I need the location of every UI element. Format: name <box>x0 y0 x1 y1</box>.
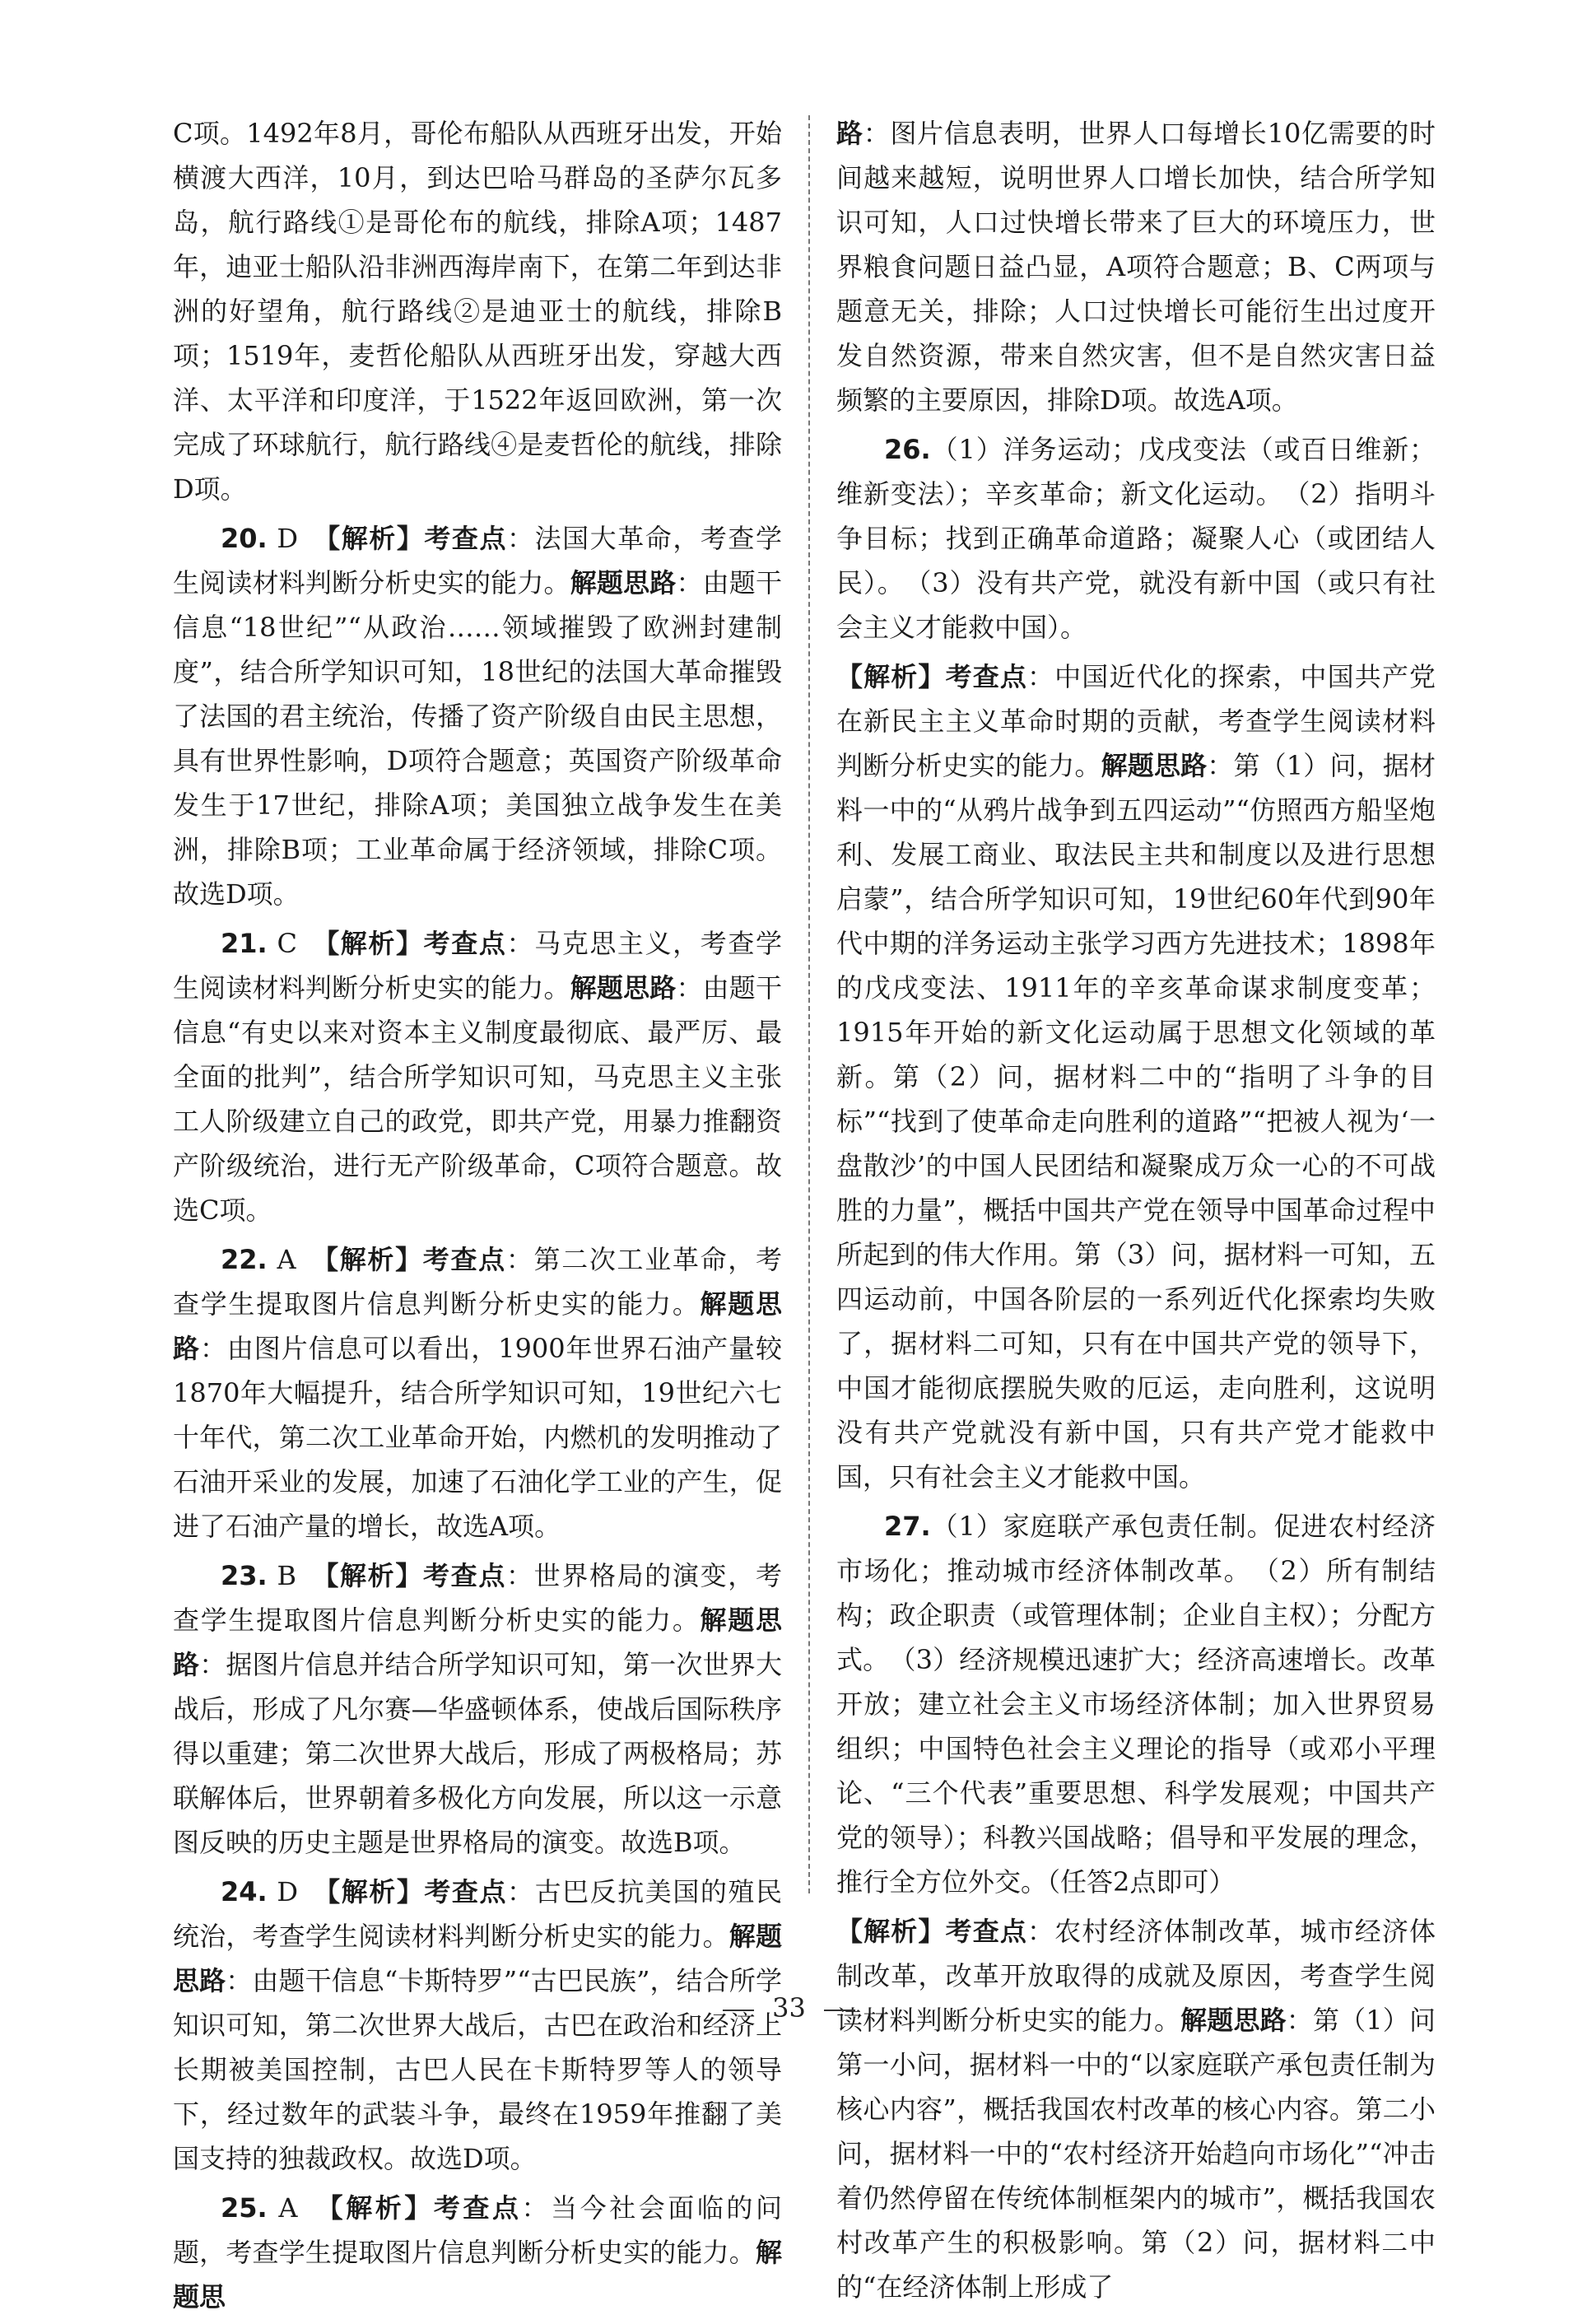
question-number: 22. <box>221 1244 268 1275</box>
footer-dash-right <box>824 2010 855 2011</box>
solution-label-tail: 路 <box>836 118 863 149</box>
exam-point-label: 考查点 <box>945 661 1028 692</box>
solution-text: ：第（1）问，据材料一中的“从鸦片战争到五四运动”“仿照西方船坚炮利、发展工商业、取法民主共和制度以及进行思想启蒙”，结合所学知识可知，19世纪60年代到90年代中期的洋务运动主张学习西方先进技术；1898年的戊戌变法、1911年的辛亥革命谋求制度变革；1915年开始的新文化运动属于思想文化领域的革新。第（2）问，据材料二中的“指明了斗争的目标”“找到了使革命走向胜利的道路”“把被人视为‘一盘散沙’的中国人民团结和凝聚成万众一心的不可战胜的力量”，概括中国共产党在领导中国革命过程中所起到的伟大作用。第（3）问，据材料一可知，五四运动前，中国各阶层的一系列近代化探索均失败了，据材料二可知，只有在中国共产党的领导下，中国才能彻底摆脱失败的厄运，走向胜利，这说明没有共产党就没有新中国，只有共产党才能救中国，只有社会主义才能救中国。 <box>836 750 1436 1493</box>
solution-text: ：图片信息表明，世界人口每增长10亿需要的时间越来越短，说明世界人口增长加快，结合所学知识可知，人口过快增长带来了巨大的环境压力，世界粮食问题日益凸显，A项符合题意；B、C两项与题意无关，排除；人口过快增长可能衍生出过度开发自然资源，带来自然灾害，但不是自然灾害日益频繁的主要原因，排除D项。故选A项。 <box>836 118 1436 416</box>
exam-point-label: 考查点 <box>424 1876 508 1907</box>
answer-23 <box>173 1553 782 1865</box>
answer-letter: C <box>267 928 327 959</box>
answer-20 <box>173 516 782 916</box>
answer-24 <box>173 1870 782 2181</box>
exam-point-label: 考查点 <box>433 2192 522 2224</box>
exam-point-text: ：世界格局的演变，考查学生提取图片信息判断分析史实的能力。 <box>173 1560 782 1636</box>
exam-point-text: ：农村经济体制改革，城市经济体制改革，改革开放取得的成就及原因，考查学生阅读材料判断分析史实的能力。 <box>836 1916 1436 2036</box>
exam-point-label: 考查点 <box>423 1560 506 1591</box>
solution-label: 解题思路 <box>570 567 677 598</box>
analysis-label: 【解析】 <box>327 523 425 554</box>
exam-point-text: ：马克思主义，考查学生阅读材料判断分析史实的能力。 <box>173 928 782 1004</box>
solution-text: ：第（1）问第一小问，据材料一中的“以家庭联产承包责任制为核心内容”，概括我国农村改革的核心内容。第二小问，据材料一中的“农村经济开始趋向市场化”“冲击着仍然停留在传统体制框架内的城市”，概括我国农村改革产生的积极影响。第（2）问，据材料二中的“在经济体制上形成了 <box>836 2005 1436 2303</box>
exam-point-text: ：法国大革命，考查学生阅读材料判断分析史实的能力。 <box>173 523 782 598</box>
question-number: 26. <box>884 434 931 465</box>
solution-text: ：由题干信息“有史以来对资本主义制度最彻底、最严厉、最全面的批判”，结合所学知识可知，马克思主义主张工人阶级建立自己的政党，即共产党，用暴力推翻资产阶级统治，进行无产阶级革命，C项符合题意。故选C项。 <box>173 972 782 1226</box>
analysis-label: 【解析】 <box>329 2192 434 2224</box>
analysis-27 <box>836 1909 1436 2309</box>
solution-label: 解题思路 <box>1180 2005 1287 2036</box>
solution-label: 解题思路 <box>173 1921 782 1996</box>
answer-26 <box>836 427 1436 650</box>
question-number: 27. <box>884 1511 931 1542</box>
solution-text: ：由图片信息可以看出，1900年世界石油产量较1870年大幅提升，结合所学知识可知，19世纪六七十年代，第二次工业革命开始，内燃机的发明推动了石油开采业的发展，加速了石油化学工业的产生，促进了石油产量的增长，故选A项。 <box>173 1333 782 1542</box>
solution-text: ：由题干信息“18世纪”“从政治……领域摧毁了欧洲封建制度”，结合所学知识可知，18世纪的法国大革命摧毁了法国的君主统治，传播了资产阶级自由民主思想，具有世界性影响，D项符合题意；英国资产阶级革命发生于17世纪，排除A项；美国独立战争发生在美洲，排除B项；工业革命属于经济领域，排除C项。故选D项。 <box>173 567 782 910</box>
answer-letter: A <box>267 1244 326 1275</box>
answer-21 <box>173 921 782 1232</box>
exam-point-text: ：当今社会面临的问题，考查学生提取图片信息判断分析史实的能力。 <box>173 2192 782 2268</box>
analysis-label: 【解析】 <box>325 1560 424 1591</box>
exam-point-label: 考查点 <box>422 1244 506 1275</box>
exam-point-label: 考查点 <box>945 1916 1028 1947</box>
answer-text: （1）家庭联产承包责任制。促进农村经济市场化；推动城市经济体制改革。 （2）所有制结构；政企职责（或管理体制；企业自主权）；分配方式。 （3）经济规模迅速扩大；经济高速增长。改革开放；建立社会主义市场经济体制；加入世界贸易组织；中国特色社会主义理论的指导（或邓小平理论、“三个代表”重要思想、科学发展观；中国共产党的领导）；科教兴国战略；倡导和平发展的理念，推行全方位外交。（任答2点即可） <box>836 1511 1436 1898</box>
answer-text: （1）洋务运动；戊戌变法（或百日维新；维新变法）；辛亥革命；新文化运动。 （2）指明斗争目标；找到正确革命道路；凝聚人心（或团结人民）。 （3）没有共产党，就没有新中国（或只有社会主义才能救中国）。 <box>836 434 1436 643</box>
q19-continuation: C项。1492年8月，哥伦布船队从西班牙出发，开始横渡大西洋，10月，到达巴哈马群岛的圣萨尔瓦多岛，航行路线①是哥伦布的航线，排除A项；1487年，迪亚士船队沿非洲西海岸南下，在第二年到达非洲的好望角，航行路线②是迪亚士的航线，排除B项；1519年，麦哲伦船队从西班牙出发，穿越大西洋、太平洋和印度洋，于1522年返回欧洲，第一次完成了环球航行，航行路线④是麦哲伦的航线，排除D项。 <box>173 118 782 505</box>
exam-point-text: ：古巴反抗美国的殖民统治，考查学生阅读材料判断分析史实的能力。 <box>173 1876 782 1952</box>
answer-letter: A <box>267 2192 330 2224</box>
question-number: 21. <box>221 928 268 959</box>
question-number: 23. <box>221 1560 268 1591</box>
answer-25 <box>173 2186 782 2319</box>
answer-letter: D <box>267 1876 328 1907</box>
solution-text: ：据图片信息并结合所学知识可知，第一次世界大战后，形成了凡尔赛—华盛顿体系，使战后国际秩序得以重建；第二次世界大战后，形成了两极格局；苏联解体后，世界朝着多极化方向发展，所以这一示意图反映的历史主题是世界格局的演变。故选B项。 <box>173 1649 782 1858</box>
solution-label: 解题思路 <box>173 1288 782 1364</box>
answer-22 <box>173 1237 782 1549</box>
question-number: 24. <box>221 1876 268 1907</box>
footer-dash-left <box>723 2010 754 2011</box>
answer-letter: D <box>267 523 328 554</box>
exam-point-label: 考查点 <box>423 928 507 959</box>
solution-label: 解题思 <box>173 2237 782 2312</box>
answer-27 <box>836 1504 1436 1904</box>
answer-letter: B <box>267 1560 326 1591</box>
solution-label: 解题思路 <box>1101 750 1208 781</box>
solution-label: 解题思路 <box>570 972 677 1004</box>
column-divider <box>808 115 810 1893</box>
analysis-label: 【解析】 <box>325 1244 423 1275</box>
q25-continuation <box>836 111 1436 422</box>
exam-point-text: ：第二次工业革命，考查学生提取图片信息判断分析史实的能力。 <box>173 1244 782 1320</box>
solution-label: 解题思路 <box>173 1604 782 1680</box>
analysis-26 <box>836 654 1436 1499</box>
exam-point-label: 考查点 <box>424 523 508 554</box>
page-number: 33 <box>772 1992 806 2024</box>
solution-text: ：由题干信息“卡斯特罗”“古巴民族”，结合所学知识可知，第二次世界大战后，古巴在政治和经济上长期被美国控制，古巴人民在卡斯特罗等人的领导下，经过数年的武装斗争，最终在1959年推翻了美国支持的独裁政权。故选D项。 <box>173 1965 782 2174</box>
analysis-label: 【解析】 <box>836 661 946 692</box>
exam-point-text: ：中国近代化的探索，中国共产党在新民主主义革命时期的贡献，考查学生阅读材料判断分析史实的能力。 <box>836 661 1436 781</box>
analysis-label: 【解析】 <box>836 1916 946 1947</box>
question-number: 25. <box>221 2192 268 2224</box>
analysis-label: 【解析】 <box>327 1876 425 1907</box>
right-column <box>836 111 1436 2314</box>
question-number: 20. <box>221 523 268 554</box>
analysis-label: 【解析】 <box>326 928 424 959</box>
page-footer <box>0 1992 1578 2024</box>
